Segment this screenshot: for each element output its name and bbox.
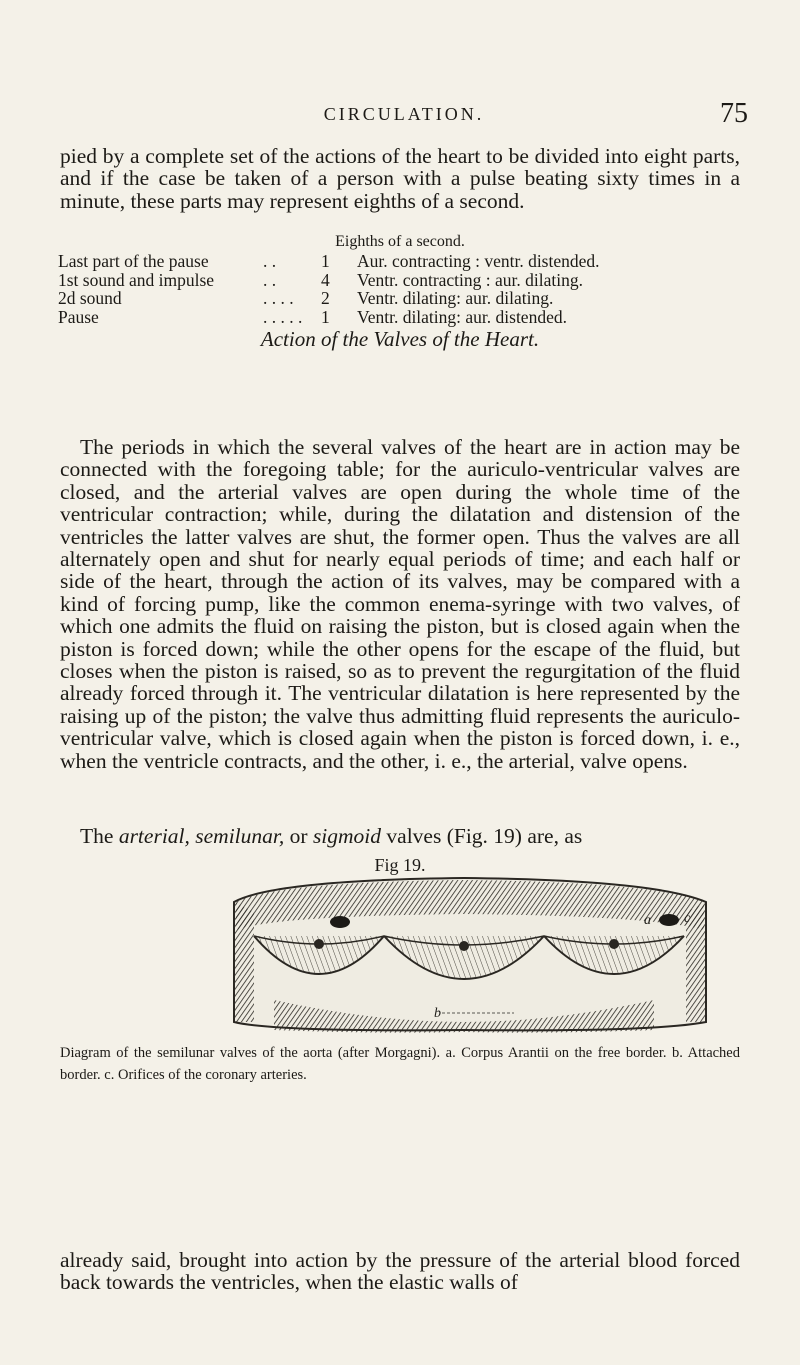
phase-cell: Pause xyxy=(58,306,99,327)
section-heading: Action of the Valves of the Heart. xyxy=(260,327,540,351)
figure-mark-b: b xyxy=(434,1006,441,1021)
table-row xyxy=(58,252,748,271)
eighths-table xyxy=(58,252,748,326)
leader-dots: . . . . xyxy=(263,288,294,308)
state-cell: Ventr. dilating: aur. distended. xyxy=(357,306,567,327)
valves-suffix: valves (Fig. 19) are, as xyxy=(386,824,583,848)
eighths-cell: 4 xyxy=(321,269,330,290)
term-sigmoid: sigmoid xyxy=(312,824,382,848)
paragraph-end: already said, brought into action by the pressure of the arterial blood forced back towards the ventricles, when the elastic walls of xyxy=(60,1248,740,1295)
eighths-cell: 1 xyxy=(321,251,330,271)
paragraph-valves xyxy=(60,825,740,847)
semilunar-valves-figure xyxy=(214,872,716,1034)
figure-caption: Diagram of the semilunar valves of the aorta (after Morgagni). a. Corpus Arantii on the free border. b. Attached border. c. Orifices of the coronary arteries. xyxy=(60,1045,740,1083)
leader-dots: . . xyxy=(263,269,277,290)
running-title: CIRCULATION. xyxy=(323,104,485,124)
page-number: 75 xyxy=(720,98,748,129)
coronary-orifice xyxy=(330,916,350,928)
running-head xyxy=(60,98,748,134)
figure-label: Fig 19. xyxy=(374,855,426,875)
paragraph-intro: pied by a complete set of the actions of the heart to be divided into eight parts, and if the case be taken of a person with a pulse beating sixty times in a minute, these parts may represent eighths of a second. xyxy=(60,144,740,213)
state-cell: Aur. contracting : ventr. distended. xyxy=(357,251,600,271)
corpus-arantii-nodule xyxy=(314,939,324,949)
state-cell: Ventr. dilating: aur. dilating. xyxy=(357,288,554,308)
leader-dots: . . . . . xyxy=(263,306,303,327)
phase-cell: 1st sound and impulse xyxy=(58,269,215,290)
term-arterial: arterial, xyxy=(118,824,190,848)
valves-or: or xyxy=(289,824,308,848)
paragraph-body: The periods in which the several valves of the heart are in action may be connected with the foregoing table; for the auriculo-ventricular valves are closed, and the arterial valves are open during the whole time of the ventricular contraction; while, during the dilatation and distension of the ventricles the latter valves are shut, the former open. Thus the valves are all alternately open and shut for nearly equal periods of time; and each half or side of the heart, through the action of its valves, may be compared with a kind of forcing pump, like the common enema-syringe with two valves, of which one admits the fluid on raising the piston, but is closed again when the piston is forced down; while the other opens for the escape of the fluid, but closes when the piston is raised, so as to prevent the regurgitation of the fluid already forced through it. The ventricular dilatation is here represented by the raising up of the piston; the valve thus admitting fluid represents the auriculo-ventricular valve, which is closed again when the piston is forced down, i. e., when the ventricle contracts, and the other, i. e., the arterial, valve opens. xyxy=(60,435,740,773)
state-cell: Ventr. contracting : aur. dilating. xyxy=(357,269,583,290)
coronary-orifice xyxy=(659,914,679,926)
corpus-arantii-nodule xyxy=(609,939,619,949)
valves-prefix: The xyxy=(80,824,119,848)
eighths-cell: 2 xyxy=(321,288,330,308)
corpus-arantii-nodule xyxy=(459,941,469,951)
left-wall xyxy=(234,902,254,1022)
table-row xyxy=(58,289,748,308)
term-semilunar: semilunar, xyxy=(195,824,285,848)
table-row xyxy=(58,308,748,327)
phase-cell: 2d sound xyxy=(58,288,122,308)
table-caption: Eighths of a second. xyxy=(335,233,465,250)
table-row xyxy=(58,271,748,290)
phase-cell: Last part of the pause xyxy=(58,251,209,271)
figure-mark-a: a xyxy=(644,913,651,928)
eighths-cell: 1 xyxy=(321,306,330,327)
leader-dots: . . xyxy=(263,251,277,271)
figure-mark-c: c xyxy=(684,911,691,926)
